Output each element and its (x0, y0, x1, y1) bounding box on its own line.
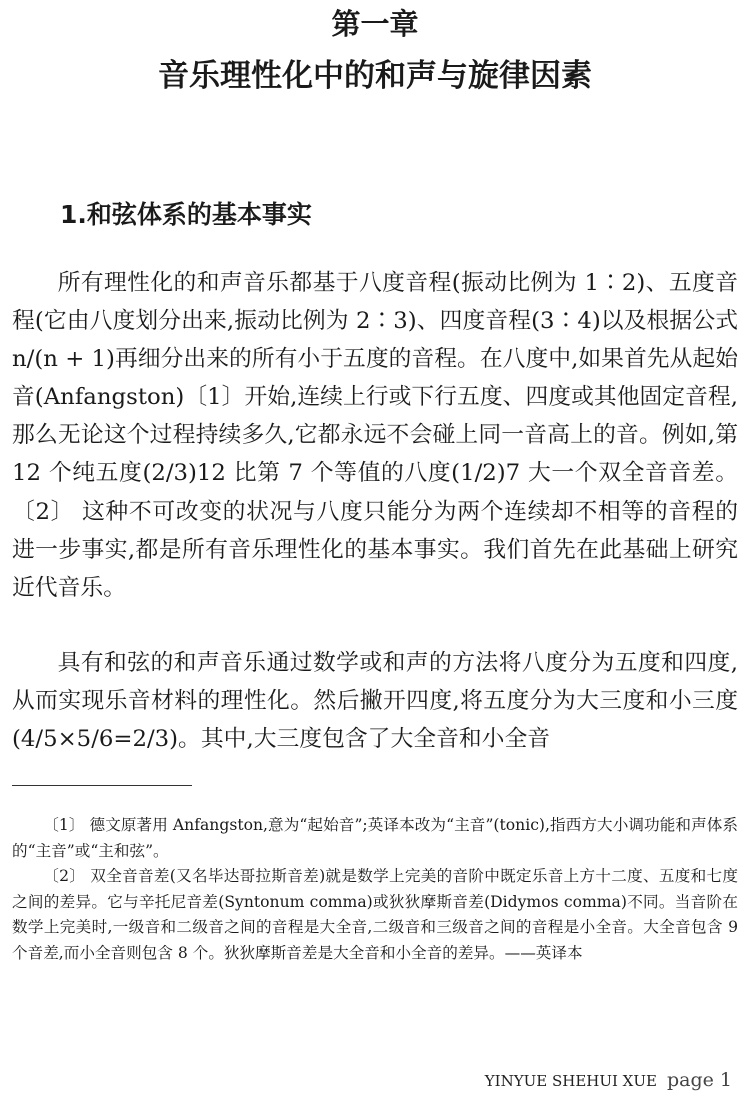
chapter-number: 第一章 (331, 7, 419, 41)
body-paragraph: 所有理性化的和声音乐都基于八度音程(振动比例为 1∶2)、五度音程(它由八度划分出来,振动比例为 2∶3)、四度音程(3∶4)以及根据公式 n/(n + 1)再细分出来的所有小于五度的音程。在八度中,如果首先从起始音(Anfangston)〔1〕开始,连续上行或下行五度、四度或其他固定音程,那么无论这个过程持续多久,它都永远不会碰上同一音高上的音。例如,第 12 个纯五度(2/3)12 比第 7 个等值的八度(1/2)7 大一个双全音音差。〔2〕 这种不可改变的状况与八度只能分为两个连续却不相等的音程的进一步事实,都是所有音乐理性化的基本事实。我们首先在此基础上研究近代音乐。 (12, 270, 738, 601)
footnote: 〔2〕 双全音音差(又名毕达哥拉斯音差)就是数学上完美的音阶中既定乐音上方十二度、五度和七度之间的差异。它与辛托尼音差(Syntonum comma)或狄狄摩斯音差(Didymos comma)不同。当音阶在数学上完美时,一级音和二级音之间的音程是大全音,二级音和三级音之间的音程是小全音。大全音包含 9 个音差,而小全音则包含 8 个。狄狄摩斯音差是大全音和小全音的差异。——英译本 (12, 867, 738, 962)
footnote-divider (12, 785, 192, 786)
footnotes (12, 813, 738, 992)
body-text (12, 264, 738, 758)
page-number: page 1 (666, 1069, 732, 1091)
chapter-title: 音乐理性化中的和声与旋律因素 (158, 58, 592, 94)
body-paragraph: 具有和弦的和声音乐通过数学或和声的方法将八度分为五度和四度,从而实现乐音材料的理性化。然后撇开四度,将五度分为大三度和小三度(4/5×5/6=2/3)。其中,大三度包含了大全音和小全音 (12, 650, 738, 753)
footnote: 〔1〕 德文原著用 Anfangston,意为“起始音”;英译本改为“主音”(tonic),指西方大小调功能和声体系的“主音”或“主和弦”。 (12, 816, 738, 860)
running-title: YINYUE SHEHUI XUE (484, 1072, 657, 1090)
page-footer (485, 1068, 732, 1093)
section-heading: 1.和弦体系的基本事实 (60, 200, 312, 229)
